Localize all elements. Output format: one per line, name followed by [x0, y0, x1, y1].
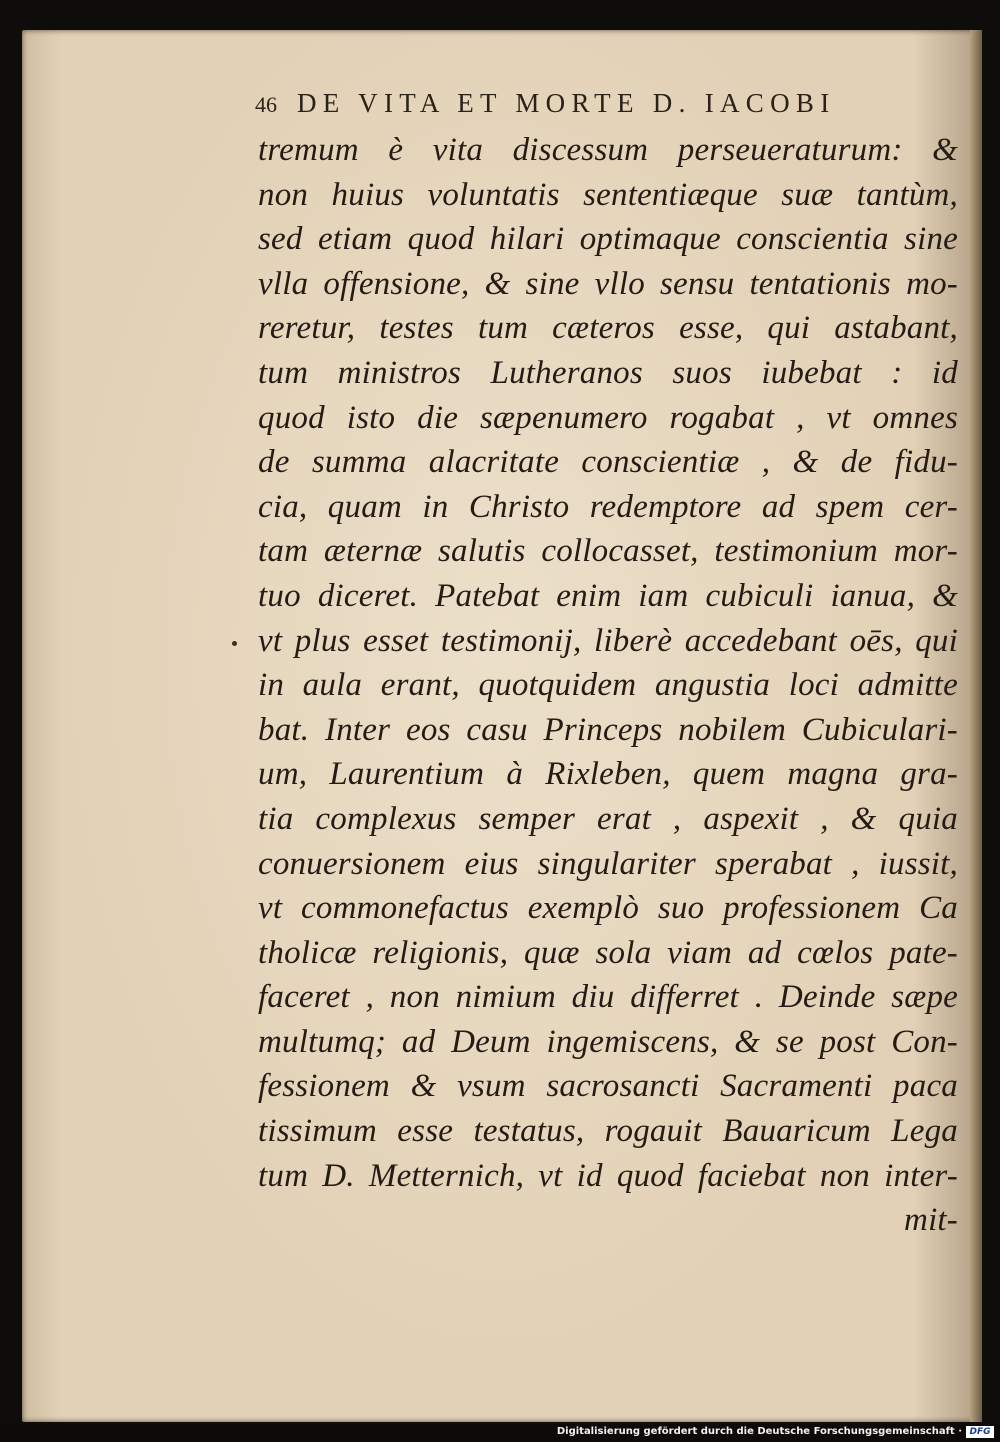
text-line: bat. Inter eos casu Princeps nobilem Cubiculari- — [258, 711, 958, 748]
text-line: faceret , non nimium diu differret . Deinde sæpe — [258, 979, 958, 1016]
text-line: reretur, testes tum cæteros esse, qui astabant, — [258, 310, 958, 347]
text-line: vt plus esset testimonij, liberè accedebant oēs, qui — [258, 622, 958, 659]
text-line: de summa alacritate conscientiæ , & de fidu- — [258, 444, 958, 481]
catchword: mit- — [904, 1202, 958, 1239]
text-line: tum D. Metternich, vt id quod faciebat non inter- — [258, 1157, 958, 1194]
text-line: tholicæ religionis, quæ sola viam ad cœlos pate- — [258, 934, 958, 971]
text-line: cia, quam in Christo redemptore ad spem cer- — [258, 488, 958, 525]
text-line: tia complexus semper erat , aspexit , & quia — [258, 800, 958, 837]
margin-mark — [232, 641, 237, 646]
text-line: conuersionem eius singulariter sperabat , iussit, — [258, 845, 958, 882]
text-line: tum ministros Lutheranos suos iubebat : id — [258, 354, 958, 391]
text-line: tissimum esse testatus, rogauit Bauaricum Lega — [258, 1113, 958, 1150]
text-line: in aula erant, quotquidem angustia loci admitte — [258, 667, 958, 704]
text-line: fessionem & vsum sacrosancti Sacramenti paca — [258, 1068, 958, 1105]
running-title: DE VITA ET MORTE D. IACOBI — [297, 88, 836, 118]
text-line: sed etiam quod hilari optimaque conscientia sine — [258, 221, 958, 258]
body-text — [258, 128, 958, 1243]
text-line: vt commonefactus exemplò suo professionem Ca — [258, 890, 958, 927]
text-line: tremum è vita discessum perseueraturum: & — [258, 132, 958, 168]
page-edge — [970, 30, 982, 1422]
page-number: 46 — [255, 92, 277, 117]
text-line: vlla offensione, & sine vllo sensu tentationis mo- — [258, 265, 958, 302]
text-line: multumq; ad Deum ingemiscens, & se post Con- — [258, 1023, 958, 1060]
running-head — [255, 88, 955, 122]
text-line: tam æternæ salutis collocasset, testimonium mor- — [258, 533, 958, 570]
text-line: quod isto die sæpenumero rogabat , vt omnes — [258, 399, 958, 436]
dfg-logo: DFG — [966, 1426, 994, 1438]
text-line: tuo diceret. Patebat enim iam cubiculi ianua, & — [258, 577, 958, 614]
text-line: non huius voluntatis sententiæque suæ tantùm, — [258, 176, 958, 213]
text-line: um, Laurentium à Rixleben, quem magna gra- — [258, 756, 958, 793]
funding-credit: Digitalisierung gefördert durch die Deutsche Forschungsgemeinschaft · — [556, 1426, 962, 1437]
